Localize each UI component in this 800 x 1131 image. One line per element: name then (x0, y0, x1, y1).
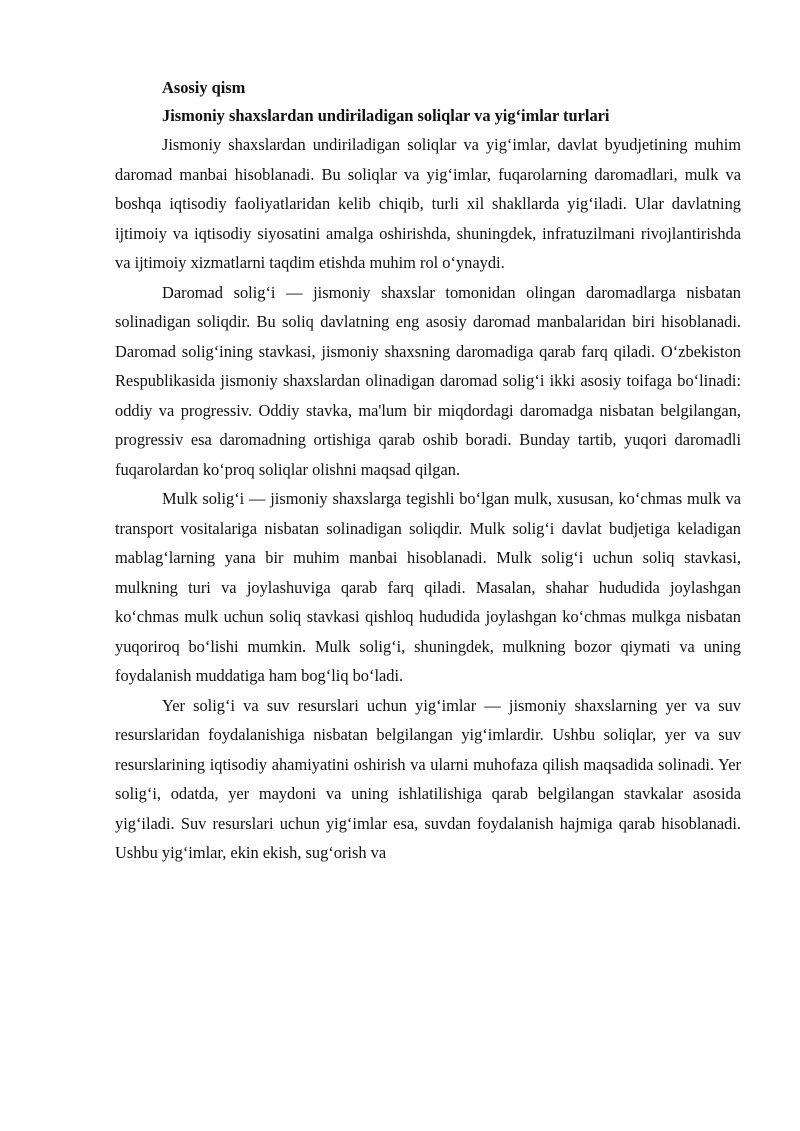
paragraph-income-tax: Daromad solig‘i — jismoniy shaxslar tomonidan olingan daromadlarga nisbatan solinadigan soliqdir. Bu soliq davlatning eng asosiy daromad manbalaridan biri hisoblanadi. Daromad solig‘ining stavkasi, jismoniy shaxsning daromadiga qarab farq qiladi. O‘zbekiston Respublikasida jismoniy shaxslardan olinadigan daromad solig‘i ikki asosiy toifaga bo‘linadi: oddiy va progressiv. Oddiy stavka, ma'lum bir miqdordagi daromadga nisbatan belgilangan, progressiv esa daromadning ortishiga qarab oshib boradi. Bunday tartib, yuqori daromadli fuqarolardan ko‘proq soliqlar olishni maqsad qilgan. (115, 282, 741, 479)
paragraph-property-tax: Mulk solig‘i — jismoniy shaxslarga tegishli bo‘lgan mulk, xususan, ko‘chmas mulk va transport vositalariga nisbatan solinadigan soliqdir. Mulk solig‘i davlat budjetiga keladigan mablag‘larning yana bir muhim manbai hisoblanadi. Mulk solig‘i uchun soliq stavkasi, mulkning turi va joylashuviga qarab farq qiladi. Masalan, shahar hududida joylashgan ko‘chmas mulk uchun soliq stavkasi qishloq hududida joylashgan ko‘chmas mulkga nisbatan yuqoriroq bo‘lishi mumkin. Mulk solig‘i, shuningdek, mulkning bozor qiymati va uning foydalanish muddatiga ham bog‘liq bo‘ladi. (115, 489, 741, 685)
subsection-title: Jismoniy shaxslardan undiriladigan soliqlar va yig‘imlar turlari (162, 106, 610, 125)
paragraph-intro: Jismoniy shaxslardan undiriladigan soliqlar va yig‘imlar, davlat byudjetining muhim daromad manbai hisoblanadi. Bu soliqlar va yig‘imlar, fuqarolarning daromadlari, mulk va boshqa iqtisodiy faoliyatlaridan kelib chiqib, turli xil shakllarda yig‘iladi. Ular davlatning ijtimoiy va iqtisodiy siyosatini amalga oshirishda, shuningdek, infratuzilmani rivojlantirishda va ijtimoiy xizmatlarni taqdim etishda muhim rol o‘ynaydi. (115, 135, 741, 272)
document-page (115, 74, 741, 868)
paragraph-land-water-tax: Yer solig‘i va suv resurslari uchun yig‘imlar — jismoniy shaxslarning yer va suv resurslaridan foydalanishiga nisbatan belgilangan yig‘imlardir. Ushbu soliqlar, yer va suv resurslarining iqtisodiy ahamiyatini oshirish va ularni muhofaza qilish maqsadida solinadi. Yer solig‘i, odatda, yer maydoni va uning ishlatilishiga qarab belgilangan stavkalar asosida yig‘iladi. Suv resurslari uchun yig‘imlar esa, suvdan foydalanish hajmiga qarab hisoblanadi. Ushbu yig‘imlar, ekin ekish, sug‘orish va (115, 695, 741, 862)
section-title: Asosiy qism (162, 78, 246, 97)
